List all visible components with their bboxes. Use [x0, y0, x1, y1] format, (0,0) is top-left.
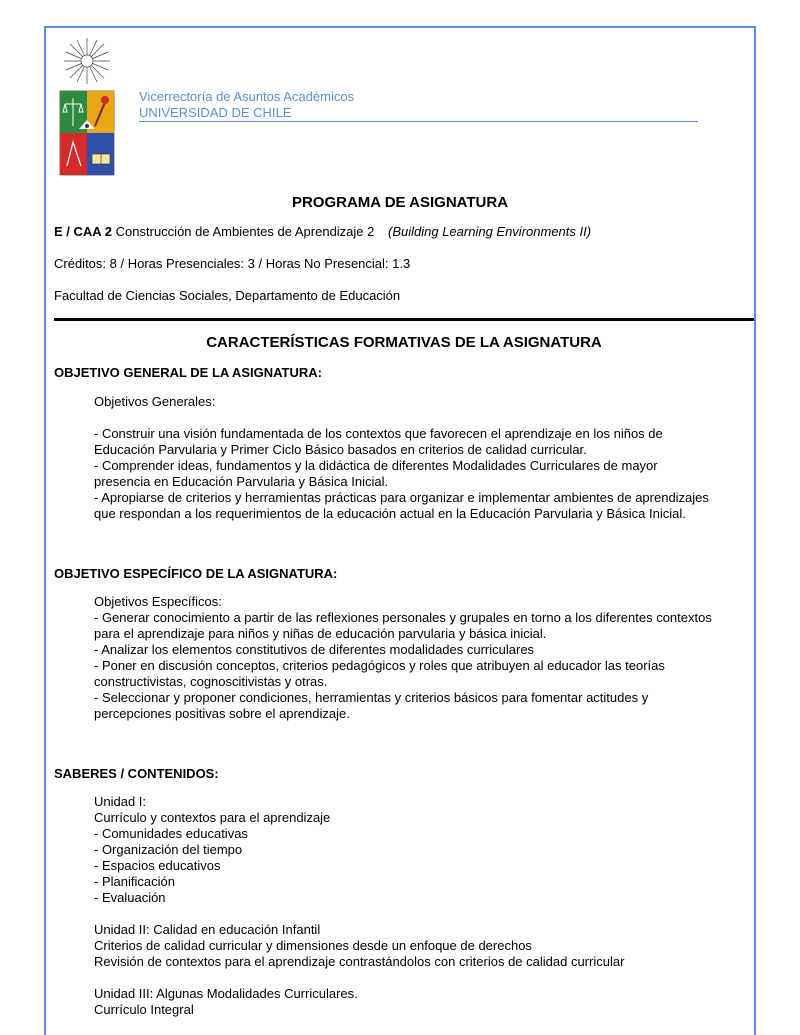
- course-line: [54, 224, 591, 239]
- specific-objective-item: - Analizar los elementos constitutivos de diferentes modalidades curriculares: [94, 642, 535, 657]
- specific-objective-subheading: Objetivos Específicos:: [94, 594, 222, 609]
- unit-1-line: - Comunidades educativas: [94, 826, 248, 841]
- book-icon: [92, 154, 110, 164]
- unit-1-line: - Evaluación: [94, 890, 166, 905]
- specific-objective-heading: OBJETIVO ESPECÍFICO DE LA ASIGNATURA:: [54, 566, 338, 581]
- unit-3-line: Currículo Integral: [94, 1002, 194, 1017]
- general-objective-block: [94, 394, 714, 522]
- specific-objective-item: - Seleccionar y proponer condiciones, herramientas y criterios básicos para fomentar actitudes y percepciones positivas sobre el aprendizaje.: [94, 690, 649, 721]
- course-name: Construcción de Ambientes de Aprendizaje 2: [115, 224, 375, 239]
- unit-2-line: Revisión de contextos para el aprendizaje contrastándolos con criterios de calidad curricular: [94, 954, 625, 969]
- unit-1-title: Unidad I:: [94, 794, 147, 809]
- unit-2-title: Unidad II: Calidad en educación Infantil: [94, 922, 321, 937]
- institution-divider: [139, 121, 698, 122]
- general-objective-item: - Comprender ideas, fundamentos y la didáctica de diferentes Modalidades Curriculares de mayor presencia en Educación Parvularia y Básica Inicial.: [94, 458, 658, 489]
- institution-line-2: UNIVERSIDAD DE CHILE: [139, 105, 292, 120]
- university-logo: [57, 36, 117, 176]
- specific-objective-item: - Poner en discusión conceptos, criterios pedagógicos y roles que atribuyen al educador las teorías constructivistas, cognoscitivistas y otras.: [94, 658, 665, 689]
- credits-line: Créditos: 8 / Horas Presenciales: 3 / Horas No Presencial: 1.3: [54, 256, 411, 271]
- unit-1-line: - Planificación: [94, 874, 175, 889]
- unit-1-line: - Espacios educativos: [94, 858, 221, 873]
- unit-3-title: Unidad III: Algunas Modalidades Curriculares.: [94, 986, 358, 1001]
- section-divider: [54, 318, 754, 321]
- specific-objective-block: [94, 594, 714, 722]
- general-objective-heading: OBJETIVO GENERAL DE LA ASIGNATURA:: [54, 365, 322, 380]
- faculty-line: Facultad de Ciencias Sociales, Departamento de Educación: [54, 288, 401, 303]
- unit-2-line: Criterios de calidad curricular y dimensiones desde un enfoque de derechos: [94, 938, 532, 953]
- shield-quadrant-red: [60, 133, 87, 175]
- institution-line-1: Vicerrectoría de Asuntos Académicos: [139, 89, 355, 104]
- contents-block: [94, 794, 714, 1018]
- program-title: PROGRAMA DE ASIGNATURA: [291, 194, 509, 211]
- specific-objective-item: - Generar conocimiento a partir de las reflexiones personales y grupales en torno a los diferentes contextos para el aprendizaje para niños y niñas de educación parvularia y básica inicial.: [94, 610, 712, 641]
- institution-header: [139, 89, 354, 121]
- characteristics-title: CARACTERÍSTICAS FORMATIVAS DE LA ASIGNATURA: [206, 334, 602, 351]
- general-objective-item: - Apropiarse de criterios y herramientas prácticas para organizar e implementar ambientes de aprendizajes que respondan a los requerimientos de la educación actual en la Educación Parvularia y Básica Inicial.: [94, 490, 709, 521]
- star-icon: [64, 38, 110, 84]
- general-objective-subheading: Objetivos Generales:: [94, 394, 216, 409]
- course-code: E / CAA 2: [54, 224, 113, 239]
- unit-1-line: Currículo y contextos para el aprendizaje: [94, 810, 331, 825]
- general-objective-item: - Construir una visión fundamentada de los contextos que favorecen el aprendizaje en los niños de Educación Parvularia y Primer Ciclo Básico basados en criterios de calidad curricular.: [94, 426, 663, 457]
- contents-heading: SABERES / CONTENIDOS:: [54, 766, 219, 781]
- course-english-name: (Building Learning Environments II): [388, 224, 592, 239]
- unit-1-line: - Organización del tiempo: [94, 842, 243, 857]
